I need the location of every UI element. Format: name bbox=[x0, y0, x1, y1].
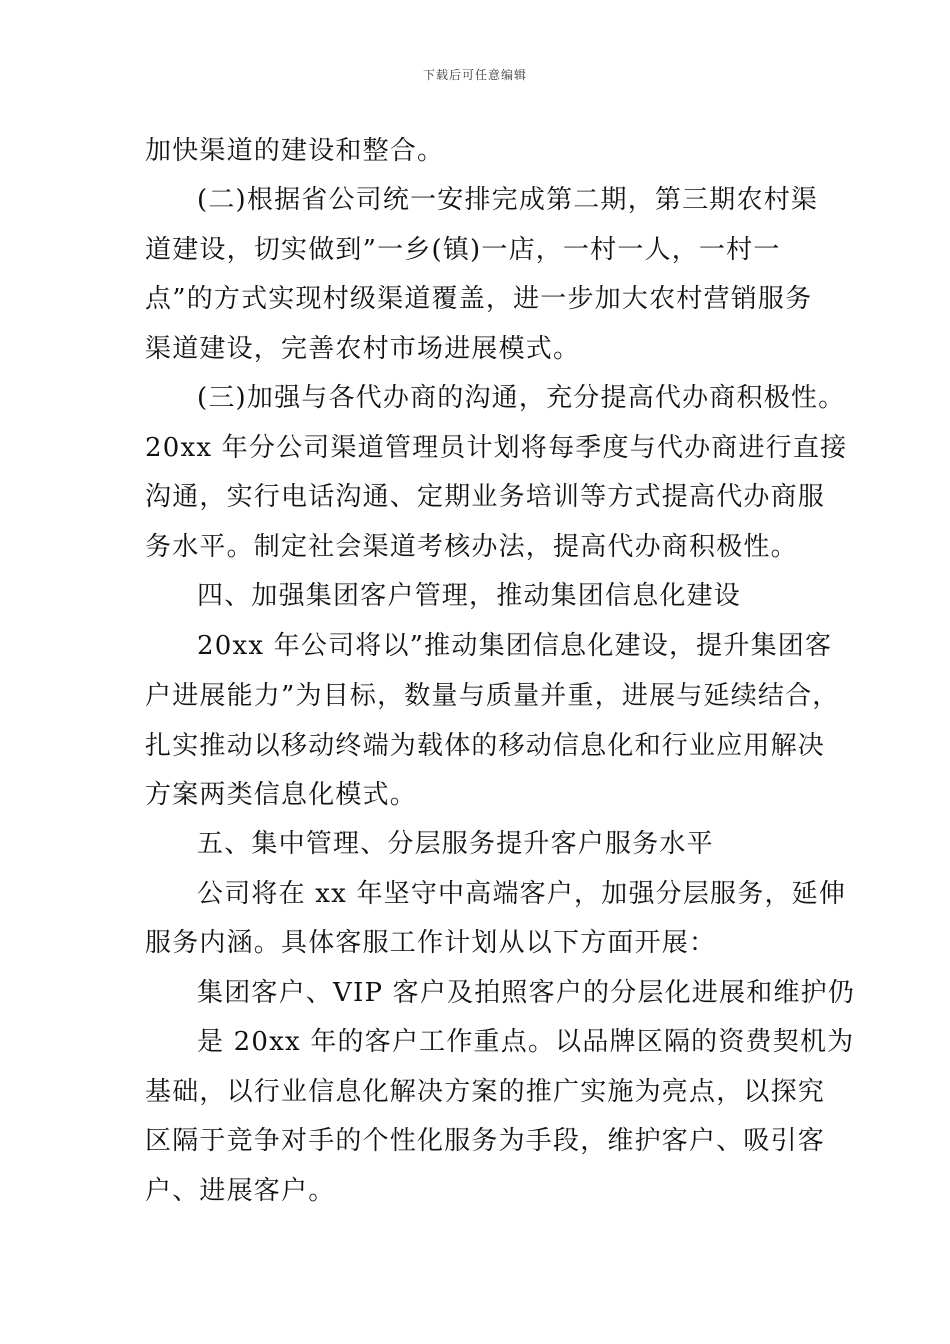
section-heading: 四、加强集团客户管理，推动集团信息化建设 bbox=[197, 581, 742, 611]
text-line: 服务内涵。具体客服工作计划从以下方面开展： bbox=[145, 928, 717, 958]
text-line: 20xx 年公司将以”推动集团信息化建设，提升集团客 bbox=[197, 631, 833, 661]
text-line: (二)根据省公司统一安排完成第二期，第三期农村渠 bbox=[197, 185, 819, 215]
section-heading: 五、集中管理、分层服务提升客户服务水平 bbox=[197, 829, 714, 859]
text-line: 道建设，切实做到”一乡(镇)一店，一村一人，一村一 bbox=[145, 235, 781, 265]
text-line: 点”的方式实现村级渠道覆盖，进一步加大农村营销服务 bbox=[145, 284, 813, 314]
text-line: 公司将在 xx 年坚守中高端客户，加强分层服务，延伸 bbox=[197, 879, 847, 909]
text-line: 是 20xx 年的客户工作重点。以品牌区隔的资费契机为 bbox=[197, 1027, 855, 1057]
text-line: (三)加强与各代办商的沟通，充分提高代办商积极性。 bbox=[197, 383, 846, 413]
text-line: 方案两类信息化模式。 bbox=[145, 780, 418, 810]
text-line: 集团客户、VIP 客户及拍照客户的分层化进展和维护仍 bbox=[197, 978, 856, 1008]
text-line: 沟通，实行电话沟通、定期业务培训等方式提高代办商服 bbox=[145, 482, 826, 512]
text-line: 户、进展客户。 bbox=[145, 1176, 336, 1206]
text-line: 基础，以行业信息化解决方案的推广实施为亮点，以探究 bbox=[145, 1077, 826, 1107]
text-line: 20xx 年分公司渠道管理员计划将每季度与代办商进行直接 bbox=[145, 433, 848, 463]
page-header: 下载后可任意编辑 bbox=[422, 68, 527, 82]
text-line: 扎实推动以移动终端为载体的移动信息化和行业应用解决 bbox=[145, 731, 826, 761]
text-line: 户进展能力”为目标，数量与质量并重，进展与延续结合， bbox=[145, 681, 840, 711]
text-line: 渠道建设，完善农村市场进展模式。 bbox=[145, 334, 581, 364]
text-line: 区隔于竞争对手的个性化服务为手段，维护客户、吸引客 bbox=[145, 1126, 826, 1156]
text-line: 务水平。制定社会渠道考核办法，提高代办商积极性。 bbox=[145, 532, 798, 562]
text-line: 加快渠道的建设和整合。 bbox=[145, 136, 445, 166]
